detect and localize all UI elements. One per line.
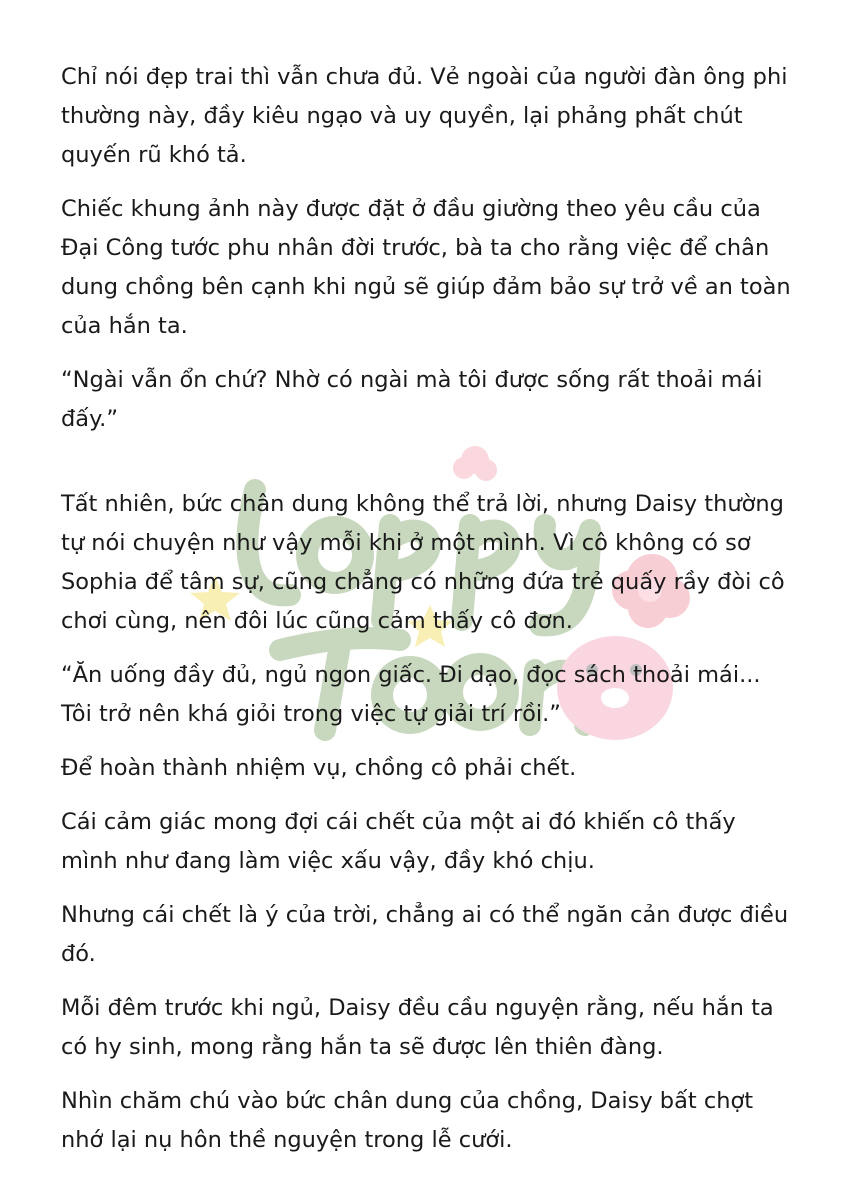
paragraph: Chiếc khung ảnh này được đặt ở đầu giường theo yêu cầu của Đại Công tước phu nhân đời trước, bà ta cho rằng việc để chân dung chồng bên cạnh khi ngủ sẽ giúp đảm bảo sự trở về an toàn của hắn ta. [61, 196, 791, 339]
paragraph: Nhìn chăm chú vào bức chân dung của chồng, Daisy bất chợt nhớ lại nụ hôn thề nguyện trong lễ cưới. [61, 1088, 754, 1153]
document-body [61, 58, 791, 1175]
paragraph: “Ăn uống đầy đủ, ngủ ngon giấc. Đi dạo, đọc sách thoải mái... Tôi trở nên khá giỏi trong việc tự giải trí rồi.” [61, 662, 761, 727]
paragraph: Mỗi đêm trước khi ngủ, Daisy đều cầu nguyện rằng, nếu hắn ta có hy sinh, mong rằng hắn ta sẽ được lên thiên đàng. [61, 995, 774, 1060]
paragraph: Tất nhiên, bức chân dung không thể trả lời, nhưng Daisy thường tự nói chuyện như vậy mỗi khi ở một mình. Vì cô không có sơ Sophia để tâm sự, cũng chẳng có những đứa trẻ quấy rầy đòi cô chơi cùng, nên đôi lúc cũng cảm thấy cô đơn. [61, 491, 785, 634]
paragraph: Để hoàn thành nhiệm vụ, chồng cô phải chết. [61, 755, 577, 781]
paragraph: Chỉ nói đẹp trai thì vẫn chưa đủ. Vẻ ngoài của người đàn ông phi thường này, đầy kiêu ngạo và uy quyền, lại phảng phất chút quyến rũ khó tả. [61, 64, 788, 168]
paragraph: Nhưng cái chết là ý của trời, chẳng ai có thể ngăn cản được điều đó. [61, 902, 789, 967]
paragraph: “Ngài vẫn ổn chứ? Nhờ có ngài mà tôi được sống rất thoải mái đấy.” [61, 367, 763, 432]
paragraph: Cái cảm giác mong đợi cái chết của một ai đó khiến cô thấy mình như đang làm việc xấu vậy, đầy khó chịu. [61, 809, 736, 874]
